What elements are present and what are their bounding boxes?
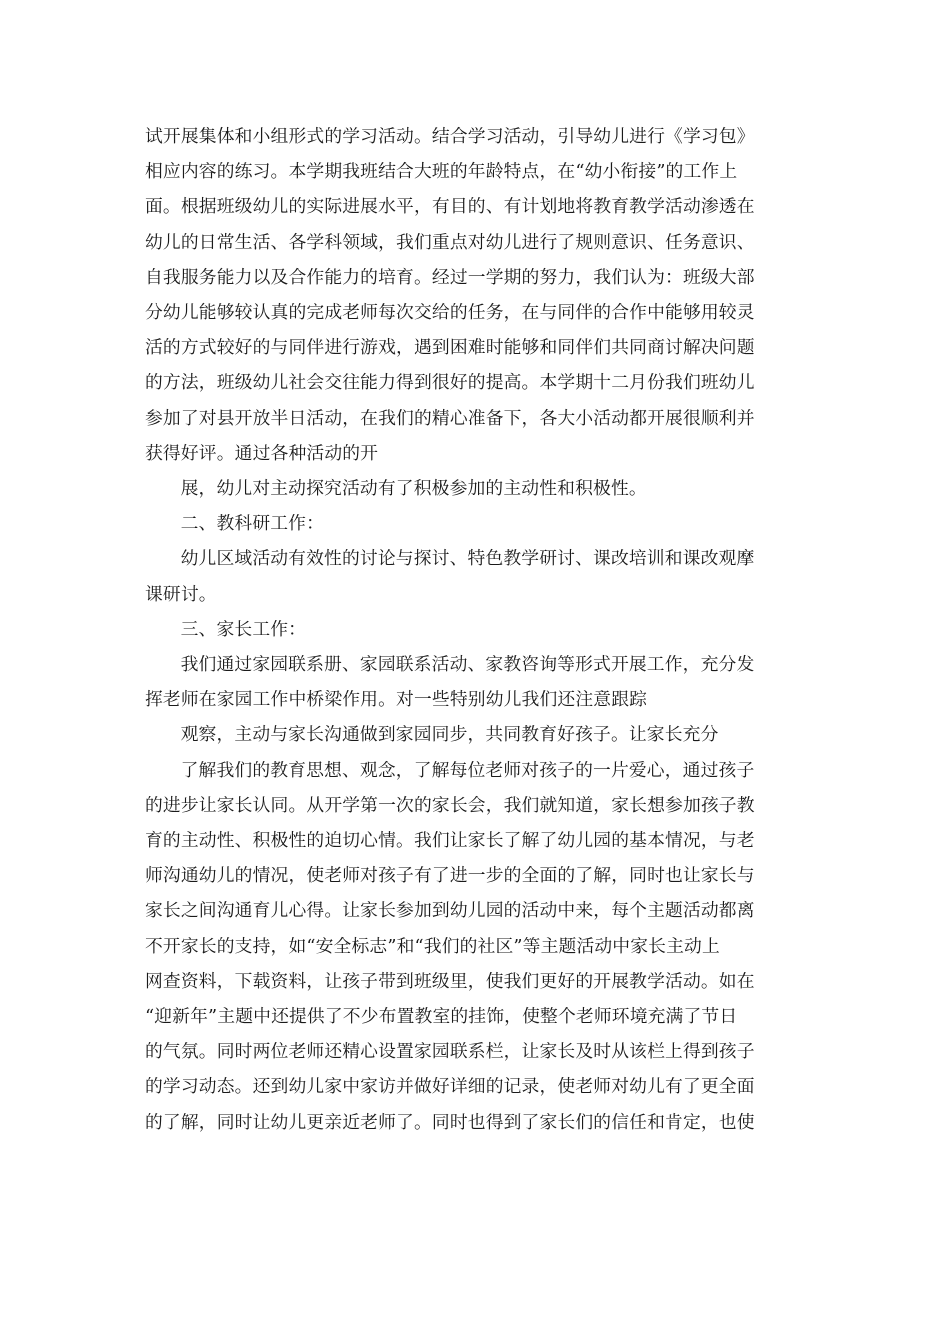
document-body xyxy=(145,119,800,1140)
text-line: 二、教科研工作： xyxy=(180,513,325,535)
text-line: 家长之间沟通育儿心得。让家长参加到幼儿园的活动中来，每个主题活动都离 xyxy=(145,900,755,922)
text-line: 了解我们的教育思想、观念，了解每位老师对孩子的一片爱心，通过孩子 xyxy=(180,759,755,781)
text-line: 的气氛。同时两位老师还精心设置家园联系栏，让家长及时从该栏上得到孩子 xyxy=(145,1041,755,1063)
text-line: 师沟通幼儿的情况，使老师对孩子有了进一步的全面的了解，同时也让家长与 xyxy=(145,865,755,887)
text-line: 挥老师在家园工作中桥梁作用。对一些特别幼儿我们还注意跟踪 xyxy=(145,689,648,711)
text-line: 面。根据班级幼儿的实际进展水平，有目的、有计划地将教育教学活动渗透在 xyxy=(145,196,755,218)
text-line: 我们通过家园联系册、家园联系活动、家教咨询等形式开展工作，充分发 xyxy=(180,654,755,676)
text-line: 幼儿的日常生活、各学科领域，我们重点对幼儿进行了规则意识、任务意识、 xyxy=(145,231,755,253)
text-line: 不开家长的支持，如“安全标志”和“我们的社区”等主题活动中家长主动上 xyxy=(145,935,720,957)
text-line: 活的方式较好的与同伴进行游戏，遇到困难时能够和同伴们共同商讨解决问题 xyxy=(145,337,755,359)
text-line: 相应内容的练习。本学期我班结合大班的年龄特点，在“幼小衔接”的工作上 xyxy=(145,161,738,183)
text-line: 的方法，班级幼儿社会交往能力得到很好的提高。本学期十二月份我们班幼儿 xyxy=(145,372,755,394)
text-line: 育的主动性、积极性的迫切心情。我们让家长了解了幼儿园的基本情况，与老 xyxy=(145,830,755,852)
text-line: 分幼儿能够较认真的完成老师每次交给的任务，在与同伴的合作中能够用较灵 xyxy=(145,302,755,324)
text-line: 的学习动态。还到幼儿家中家访并做好详细的记录，使老师对幼儿有了更全面 xyxy=(145,1076,755,1098)
text-line: 三、家长工作： xyxy=(180,618,307,640)
text-line: 的进步让家长认同。从开学第一次的家长会，我们就知道，家长想参加孩子教 xyxy=(145,794,755,816)
text-line: 网查资料，下载资料，让孩子带到班级里，使我们更好的开展教学活动。如在 xyxy=(145,970,755,992)
text-line: 幼儿区域活动有效性的讨论与探讨、特色教学研讨、课改培训和课改观摩 xyxy=(180,548,755,570)
text-line: 课研讨。 xyxy=(145,583,217,605)
text-line: “迎新年”主题中还提供了不少布置教室的挂饰，使整个老师环境充满了节日 xyxy=(145,1006,738,1028)
text-line: 的了解，同时让幼儿更亲近老师了。同时也得到了家长们的信任和肯定，也使 xyxy=(145,1111,755,1133)
text-line: 自我服务能力以及合作能力的培育。经过一学期的努力，我们认为：班级大部 xyxy=(145,266,755,288)
text-line: 观察，主动与家长沟通做到家园同步，共同教育好孩子。让家长充分 xyxy=(180,724,719,746)
text-line: 获得好评。通过各种活动的开 xyxy=(145,442,379,464)
text-line: 试开展集体和小组形式的学习活动。结合学习活动，引导幼儿进行《学习包》 xyxy=(145,126,755,147)
text-line: 参加了对县开放半日活动，在我们的精心准备下，各大小活动都开展很顺利并 xyxy=(145,407,755,429)
text-line: 展，幼儿对主动探究活动有了积极参加的主动性和积极性。 xyxy=(180,478,647,500)
